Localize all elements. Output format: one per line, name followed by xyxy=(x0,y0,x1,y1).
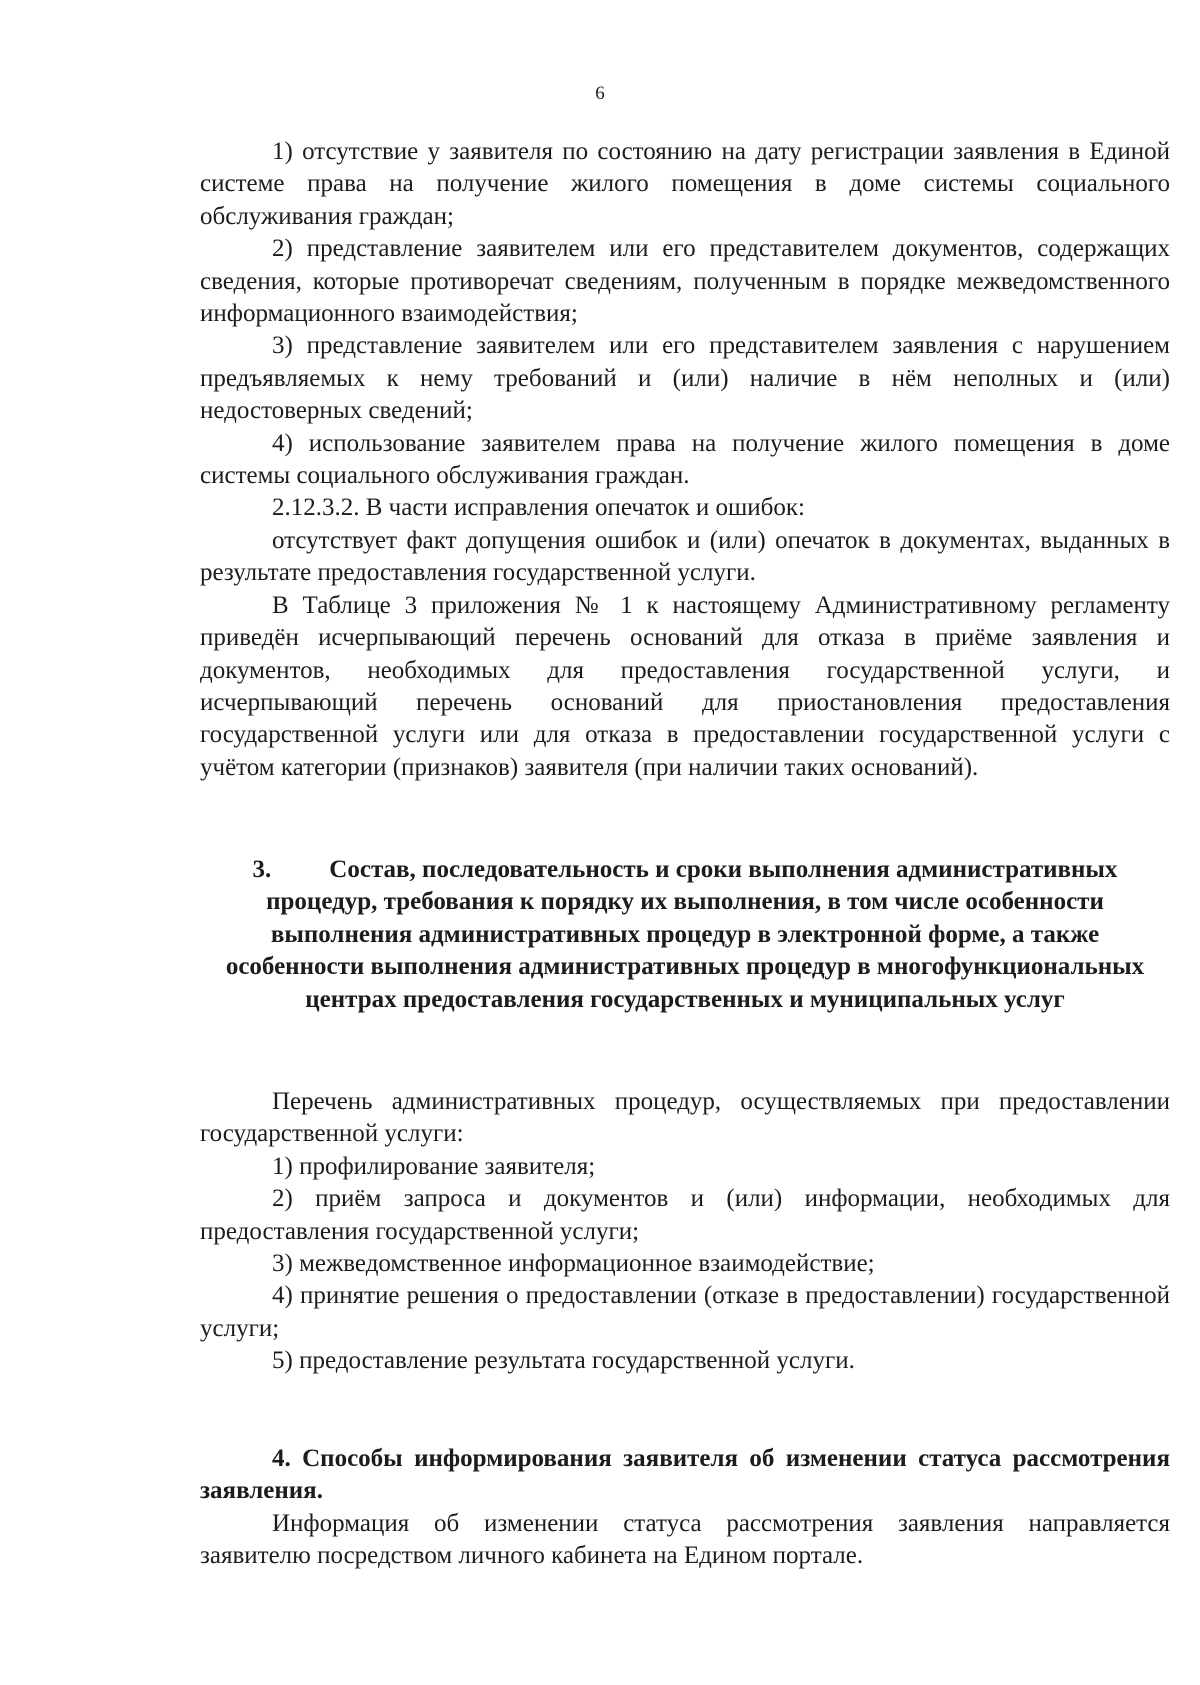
status-info-block xyxy=(200,1508,1170,1573)
list-item: 4) принятие решения о предоставлении (отказе в предоставлении) государственной услуги; xyxy=(200,1282,1170,1342)
list-item: 5) предоставление результата государственной услуги. xyxy=(272,1347,855,1375)
paragraph: Перечень административных процедур, осуществляемых при предоставлении государственной услуги: xyxy=(200,1088,1170,1148)
procedures-list-block xyxy=(200,1086,1170,1378)
paragraph: В Таблице 3 приложения № 1 к настоящему Административному регламенту приведён исчерпывающий перечень оснований для отказа в приёме заявления и документов, необходимых для предоставления государственной услуги, и исчерпывающий перечень оснований для приостановления предоставления государственной услуги или для отказа в предоставлении государственной услуги с учётом категории (признаков) заявителя (при наличии таких оснований). xyxy=(200,591,1170,781)
section-3-heading xyxy=(210,854,1160,1016)
paragraph: 1) отсутствие у заявителя по состоянию на дату регистрации заявления в Единой системе права на получение жилого помещения в доме системы социального обслуживания граждан; xyxy=(200,138,1170,230)
page-number: 6 xyxy=(595,83,605,104)
paragraph: отсутствует факт допущения ошибок и (или) опечаток в документах, выданных в результате предоставления государственной услуги. xyxy=(200,526,1170,587)
paragraph: 3) представление заявителем или его представителем заявления с нарушением предъявляемых к нему требований и (или) наличие в нём неполных и (или) недостоверных сведений; xyxy=(200,332,1170,425)
section-3-number: 3. xyxy=(252,856,272,883)
paragraph: 2) представление заявителем или его представителем документов, содержащих сведения, которые противоречат сведениям, полученным в порядке межведомственного информационного взаимодействия; xyxy=(200,235,1170,328)
paragraph: 4) использование заявителем права на получение жилого помещения в доме системы социального обслуживания граждан. xyxy=(200,429,1170,490)
paragraph: Информация об изменении статуса рассмотрения заявления направляется заявителю посредством личного кабинета на Едином портале. xyxy=(200,1510,1170,1570)
list-item: 1) профилирование заявителя; xyxy=(272,1152,596,1180)
paragraph: 2.12.3.2. В части исправления опечаток и ошибок: xyxy=(272,494,805,522)
section-4-heading: 4. Способы информирования заявителя об изменении статуса рассмотрения заявления. xyxy=(200,1445,1170,1505)
list-item: 3) межведомственное информационное взаимодействие; xyxy=(272,1250,875,1278)
section-3-title: Состав, последовательность и сроки выполнения административных процедур, требования к порядку их выполнения, в том числе особенности выполнения административных процедур в электронной форме, а также особенности выполнения административных процедур в многофункциональных центрах предоставления государственных и муниципальных услуг xyxy=(225,856,1145,1013)
grounds-list-block xyxy=(200,136,1170,784)
list-item: 2) приём запроса и документов и (или) информации, необходимых для предоставления государственной услуги; xyxy=(200,1185,1170,1245)
